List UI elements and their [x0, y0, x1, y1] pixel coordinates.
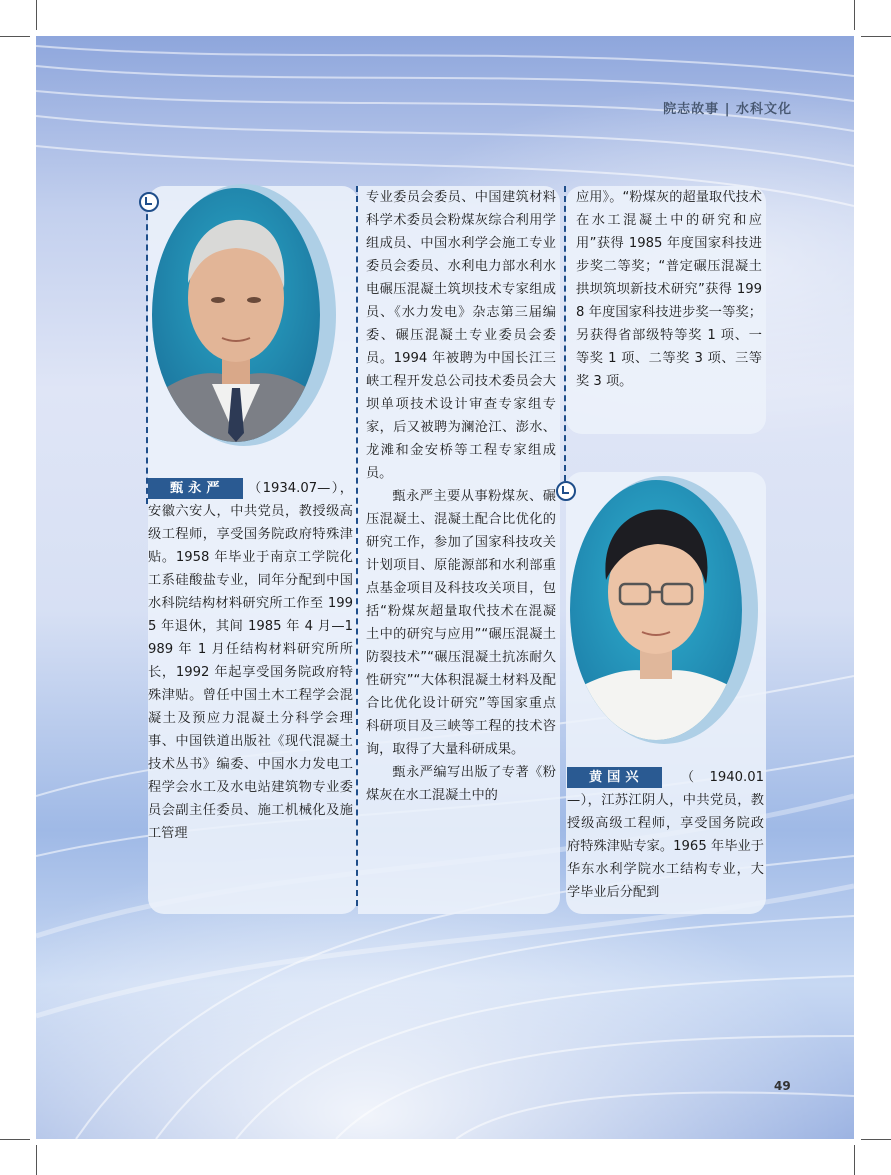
crop-mark — [0, 36, 30, 37]
profile1-bio: 安徽六安人，中共党员，教授级高级工程师，享受国务院政府特殊津贴。1958 年毕业于南京工学院化工系硅酸盐专业，同年分配到中国水科院结构材料研究所工作至 1995 年退休，其间 1985 年 4 月—1989 年 1 月任结构材料研究所所长，1992 年起享受国务院政府特殊津贴。曾任中国土木工程学会混凝土及预应力混凝土分科学会理事、中国铁道出版社《现代混凝土技术丛书》编委、中国水力发电工程学会水工及水电站建筑物专业委员会副主任委员、施工机械化及施工管理 — [148, 504, 353, 841]
paragraph: 应用》。“粉煤灰的超量取代技术在水工混凝土中的研究和应用”获得 1985 年度国家科技进步奖二等奖；“普定碾压混凝土拱坝筑坝新技术研究”获得 1998 年度国家科技进步奖一等奖；另获得省部级特等奖 1 项、一等奖 1 项、二等奖 3 项、三等奖 3 项。 — [576, 190, 762, 389]
crop-mark — [854, 1145, 855, 1175]
bullet-icon — [139, 192, 159, 212]
crop-mark — [861, 36, 891, 37]
column-label: 水科文化 — [735, 102, 792, 117]
profile1-dates: （1934.07—）， — [246, 481, 353, 496]
profile1-name-bar: 甄永严 — [148, 478, 243, 499]
magazine-page — [36, 36, 854, 1139]
paragraph: 甄永严编写出版了专著《粉煤灰在水工混凝土中的 — [366, 765, 556, 803]
crop-mark — [36, 0, 37, 30]
profile1-dash-line — [146, 204, 148, 504]
profile2-name-bar: 黄国兴 — [567, 767, 662, 788]
crop-mark — [854, 0, 855, 30]
crop-mark — [36, 1145, 37, 1175]
bullet-icon — [556, 481, 576, 501]
paragraph: 专业委员会委员、中国建筑材料科学术委员会粉煤灰综合利用学组成员、中国水利学会施工专业委员会委员、水利电力部水利水电碾压混凝土筑坝技术专家组成员、《水力发电》杂志第三届编委、碾压混凝土专业委员会委员。1994 年被聘为中国长江三峡工程开发总公司技术委员会大坝单项技术设计审查专家组专家，后又被聘为澜沧江、澎水、龙滩和金安桥等工程专家组成员。 — [366, 190, 556, 481]
paragraph: 甄永严主要从事粉煤灰、碾压混凝土、混凝土配合比优化的研究工作，参加了国家科技攻关计划项目、原能源部和水利部重点基金项目及科技攻关项目，包括“粉煤灰超量取代技术在混凝土中的研究与应用”“碾压混凝土防裂技术”“碾压混凝土抗冻耐久性研究”“大体积混凝土材料及配合比优化设计研究”等国家重点科研项目及三峡等工程的技术咨询，取得了大量科研成果。 — [366, 489, 556, 757]
portrait-image — [152, 188, 320, 442]
column2-dash-line — [356, 186, 358, 906]
profile2-text — [567, 766, 764, 904]
portrait-zhen-yongyan — [152, 188, 320, 442]
portrait-huang-guoxing — [570, 480, 742, 740]
profile1-column1-text — [148, 477, 353, 845]
profile1-column2-text — [366, 186, 556, 807]
profile1-column3-text — [576, 186, 762, 393]
portrait-image — [570, 480, 742, 740]
section-header — [663, 98, 792, 117]
profile2-dates: （1940.01—）， — [567, 770, 764, 808]
crop-mark — [0, 1139, 30, 1140]
header-separator: | — [724, 102, 731, 117]
crop-mark — [861, 1139, 891, 1140]
column3-dash-line — [564, 186, 566, 481]
section-label: 院志故事 — [663, 102, 720, 117]
page-number: 49 — [774, 1079, 791, 1093]
profile2-bio: 江苏江阴人，中共党员，教授级高级工程师，享受国务院政府特殊津贴专家。1965 年毕业于华东水利学院水工结构专业，大学毕业后分配到 — [567, 793, 764, 900]
